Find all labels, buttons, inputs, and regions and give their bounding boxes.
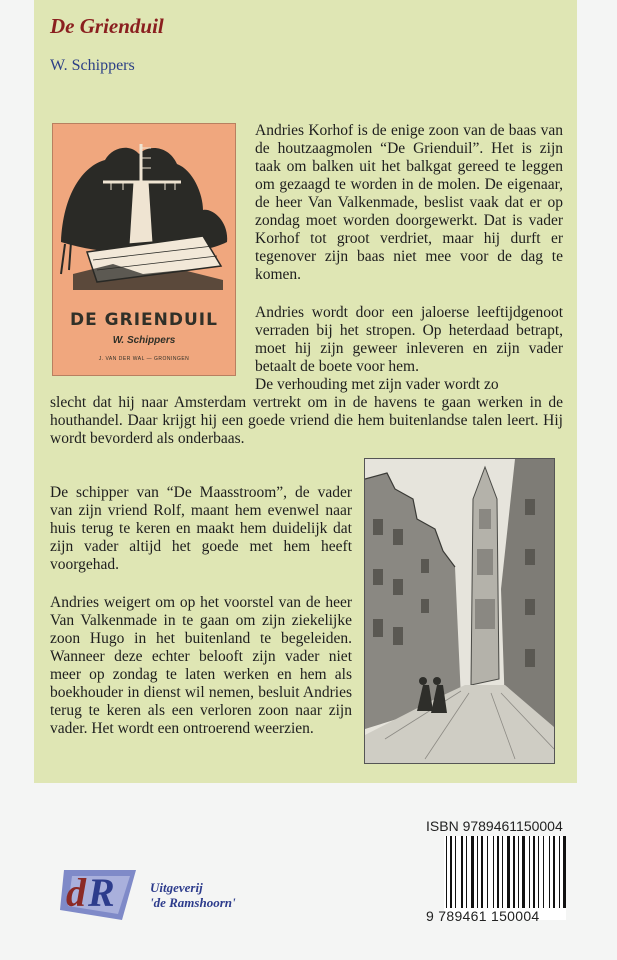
blurb-paragraph-3-rest: slecht dat hij naar Amsterdam vertrekt om in de havens te gaan werken in de houthandel. Daar krijgt hij een goede vriend die hem buitenlandse talen leert. Hij wordt bevorderd als onderbaas.	[50, 394, 563, 447]
barcode-digits: 9 789461 150004	[426, 908, 540, 924]
publisher-line-2: 'de Ramshoorn'	[150, 895, 236, 910]
street-sketch-image	[364, 458, 555, 764]
isbn-label: ISBN 9789461150004	[426, 818, 563, 834]
svg-text:d: d	[66, 870, 86, 915]
book-author: W. Schippers	[50, 57, 135, 74]
blurb-paragraph-3-start: De verhouding met zijn vader wordt zo	[255, 376, 499, 393]
barcode-bars	[444, 836, 566, 908]
book-title: De Grienduil	[50, 14, 164, 38]
blurb-paragraph-2: Andries wordt door een jaloerse leeftijdgenoot verraden bij het stropen. Op heterdaad betrapt, moet hij zijn geweer inleveren en zijn vader betaalt de boete voor hem.	[255, 304, 563, 375]
church-tower-illustration	[365, 459, 554, 763]
cover-publisher: J. VAN DER WAL — GRONINGEN	[98, 356, 190, 362]
original-cover-image	[52, 123, 236, 376]
publisher-name	[150, 880, 236, 910]
cover-author: W. Schippers	[112, 335, 176, 346]
windmill-illustration	[53, 124, 235, 304]
svg-text:R: R	[88, 870, 115, 915]
publisher-logo-icon	[58, 866, 142, 924]
publisher-line-1: Uitgeverij	[150, 880, 203, 895]
blurb-paragraph-1: Andries Korhof is de enige zoon van de baas van de houtzaagmolen “De Grienduil”. Het is zijn taak om balken uit het balkgat gereed te leggen om gezaagd te worden in de molen. De eigenaar, de heer Van Valkenmade, beslist vaak dat er op zondag moet worden doorgewerkt. Dat is vader Korhof tot groot verdriet, maar hij durft er tegenover zijn baas niet mee voor de dag te komen.	[255, 122, 563, 283]
blurb-paragraph-4: De schipper van “De Maasstroom”, de vader van zijn vriend Rolf, maant hem evenwel naar huis terug te keren en maakt hem duidelijk dat zijn vader altijd het goede met hem heeft voorgehad.	[50, 484, 352, 573]
cover-title: DE GRIENDUIL	[70, 310, 218, 330]
blurb-paragraph-5: Andries weigert om op het voorstel van de heer Van Valkenmade in te gaan om zijn ziekelijke zoon Hugo in het buitenland te begeleiden. Wanneer deze echter belooft zijn vader niet meer op zondag te laten werken en hem als boekhouder in dienst wil nemen, besluit Andries terug te keren als een verloren zoon naar zijn vader. Het wordt een ontroerend weerzien.	[50, 594, 352, 737]
